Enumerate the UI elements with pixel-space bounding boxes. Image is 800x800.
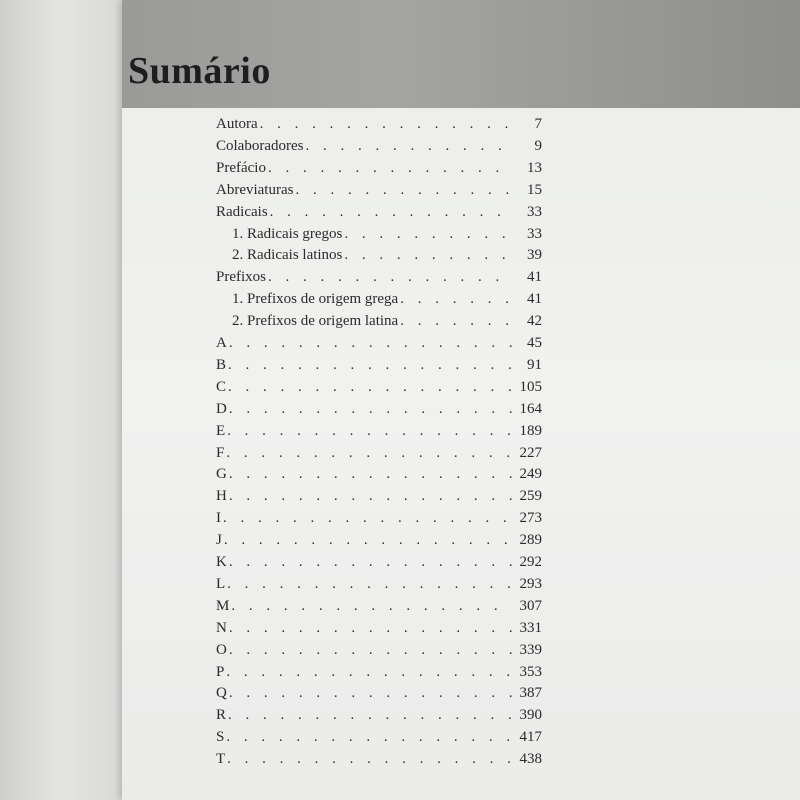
- dot-leader: [229, 683, 512, 703]
- toc-entry: [216, 180, 542, 200]
- toc-entry: [216, 727, 542, 747]
- toc-entry: [216, 136, 542, 156]
- toc-entry-label: T: [216, 751, 226, 768]
- book-page: [122, 0, 800, 800]
- toc-entry-page: 33: [527, 203, 542, 220]
- toc-entry-page: 387: [519, 685, 542, 702]
- toc-entry-page: 41: [527, 269, 542, 286]
- toc-entry-page: 289: [519, 532, 542, 549]
- toc-entry-page: 41: [527, 291, 542, 308]
- toc-entry-page: 7: [534, 116, 542, 132]
- toc-entry-label: Q: [216, 685, 227, 702]
- toc-entry-label: L: [216, 575, 226, 592]
- dot-leader: [226, 662, 512, 682]
- toc-entry-label: E: [216, 422, 226, 439]
- dot-leader: [268, 267, 512, 287]
- toc-entry-label: F: [216, 444, 225, 461]
- dot-leader: [229, 464, 512, 484]
- dot-leader: [228, 377, 512, 397]
- toc-entry-label: Autora: [216, 116, 258, 132]
- toc-entry-page: 249: [519, 466, 542, 483]
- dot-leader: [344, 224, 512, 244]
- toc-entry-label: K: [216, 554, 227, 570]
- toc-entry-label: Abreviaturas: [216, 181, 294, 198]
- dot-leader: [227, 574, 512, 594]
- toc-entry-page: 42: [527, 313, 542, 330]
- toc-entry: [216, 683, 542, 703]
- toc-entry-label: R: [216, 707, 227, 724]
- toc-entry-page: 259: [519, 488, 542, 505]
- dot-leader: [229, 552, 512, 572]
- dot-leader: [305, 136, 512, 156]
- toc-entry: [216, 377, 542, 397]
- toc-entry-label: Prefixos: [216, 269, 266, 286]
- toc-entry-page: 227: [519, 444, 542, 461]
- toc-entry-page: 39: [527, 247, 542, 264]
- toc-entry-page: 307: [519, 597, 542, 614]
- toc-entry-label: 2. Prefixos de origem latina: [232, 313, 399, 330]
- toc-entry-label: C: [216, 378, 227, 395]
- toc-entry-page: 353: [519, 663, 542, 680]
- dot-leader: [226, 727, 512, 747]
- dot-leader: [260, 114, 512, 134]
- toc-entry-label: A: [216, 335, 227, 351]
- toc-entry-page: 33: [527, 225, 542, 242]
- toc-entry-label: S: [216, 729, 225, 746]
- toc-entry-page: 339: [519, 641, 542, 658]
- toc-entry: [216, 443, 542, 463]
- toc-entry-label: P: [216, 663, 225, 680]
- toc-entry-page: 15: [527, 181, 542, 198]
- dot-leader: [227, 421, 512, 441]
- dot-leader: [344, 245, 512, 265]
- toc-entry: [216, 202, 542, 222]
- toc-entry-label: B: [216, 356, 227, 373]
- dot-leader: [229, 486, 512, 506]
- toc-entry-label: N: [216, 619, 227, 636]
- toc-entry-label: 1. Radicais gregos: [232, 225, 343, 242]
- toc-entry: [216, 662, 542, 682]
- toc-entry: [232, 245, 542, 265]
- toc-entry-label: Prefácio: [216, 159, 266, 176]
- toc-entry: [216, 705, 542, 725]
- toc-entry: [216, 464, 542, 484]
- toc-entry-page: 438: [519, 751, 542, 768]
- dot-leader: [228, 355, 512, 375]
- toc-entry: [216, 640, 542, 660]
- dot-leader: [400, 311, 512, 331]
- toc-entry-label: 2. Radicais latinos: [232, 247, 343, 264]
- toc-entry: [216, 333, 542, 353]
- dot-leader: [224, 530, 512, 550]
- toc-entry: [216, 552, 542, 572]
- toc-entry-page: 273: [519, 510, 542, 527]
- toc-entry-label: G: [216, 466, 227, 483]
- toc-entry: [216, 749, 542, 769]
- toc-entry: [216, 399, 542, 419]
- toc-entry: [216, 530, 542, 550]
- dot-leader: [229, 333, 512, 353]
- dot-leader: [229, 618, 512, 638]
- dot-leader: [400, 289, 512, 309]
- toc-entry: [232, 224, 542, 244]
- toc-entry-label: O: [216, 641, 227, 658]
- dot-leader: [223, 508, 512, 528]
- toc-entry-page: 417: [519, 729, 542, 746]
- toc-entry-page: 13: [527, 159, 542, 176]
- toc-entry: [216, 574, 542, 594]
- toc-entry-label: I: [216, 510, 221, 527]
- toc-entry-page: 189: [519, 422, 542, 439]
- toc-entry-page: 105: [519, 378, 542, 395]
- dot-leader: [228, 705, 512, 725]
- toc-entry: [232, 289, 542, 309]
- toc-entry: [216, 596, 542, 616]
- toc-entry-page: 9: [534, 137, 542, 154]
- toc-entry-page: 293: [519, 575, 542, 592]
- dot-leader: [229, 399, 512, 419]
- dot-leader: [270, 202, 512, 222]
- dot-leader: [226, 443, 512, 463]
- toc-entry: [216, 158, 542, 178]
- toc-entry-label: M: [216, 597, 230, 614]
- toc-entry-page: 390: [519, 707, 542, 724]
- dot-leader: [231, 596, 512, 616]
- page-title: Sumário: [128, 50, 271, 92]
- toc-entry-label: 1. Prefixos de origem grega: [232, 291, 399, 308]
- toc-entry: [216, 267, 542, 287]
- dot-leader: [227, 749, 512, 769]
- toc-entry: [216, 618, 542, 638]
- toc-entry-page: 45: [527, 335, 542, 351]
- dot-leader: [229, 640, 512, 660]
- dot-leader: [268, 158, 512, 178]
- toc-entry-page: 164: [519, 400, 542, 417]
- toc-entry: [216, 421, 542, 441]
- toc-entry-label: Colaboradores: [216, 137, 304, 154]
- toc-entry: [216, 114, 542, 134]
- toc-entry: [232, 311, 542, 331]
- toc-entry: [216, 508, 542, 528]
- toc-entry-page: 331: [519, 619, 542, 636]
- toc-entry-page: 91: [527, 356, 542, 373]
- toc-entry-label: Radicais: [216, 203, 268, 220]
- toc-entry-page: 292: [519, 554, 542, 570]
- dot-leader: [295, 180, 512, 200]
- toc-entry: [216, 486, 542, 506]
- toc-entry: [216, 355, 542, 375]
- toc-entry-label: D: [216, 400, 227, 417]
- toc-entry-label: J: [216, 532, 222, 549]
- toc-entry-label: H: [216, 488, 227, 505]
